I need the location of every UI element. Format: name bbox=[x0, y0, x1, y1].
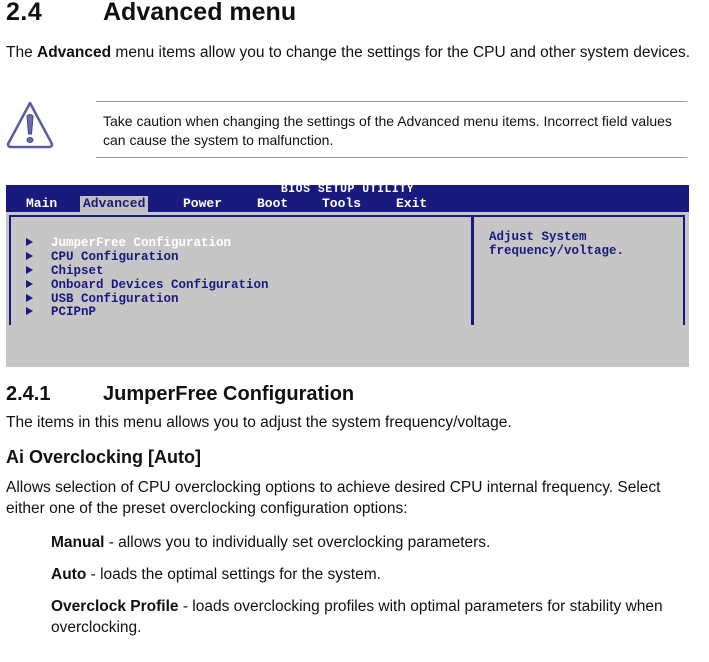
section-number: 2.4 bbox=[6, 0, 43, 26]
option-name: Auto bbox=[51, 566, 87, 583]
submenu-arrow-icon bbox=[26, 252, 33, 260]
subsection-title: JumperFree Configuration bbox=[103, 383, 355, 405]
intro-pre: The bbox=[6, 44, 38, 61]
bios-item-label: CPU Configuration bbox=[51, 250, 179, 264]
submenu-arrow-icon bbox=[26, 280, 33, 288]
option-overclock-profile bbox=[51, 596, 691, 638]
option-name: Manual bbox=[51, 534, 105, 551]
bios-item-chipset[interactable] bbox=[26, 264, 104, 278]
bios-torn-edge bbox=[6, 325, 689, 367]
option-text: - allows you to individually set overclocking parameters. bbox=[104, 534, 491, 551]
bios-menu-power[interactable]: Power bbox=[183, 196, 223, 211]
bios-item-label: Onboard Devices Configuration bbox=[51, 278, 269, 292]
option-name: Overclock Profile bbox=[51, 598, 179, 615]
bios-title: BIOS SETUP UTILITY bbox=[280, 183, 415, 196]
section-intro bbox=[6, 42, 696, 63]
bios-help-text: Adjust System frequency/voltage. bbox=[489, 230, 625, 258]
bios-item-label: USB Configuration bbox=[51, 292, 179, 306]
submenu-arrow-icon bbox=[26, 307, 33, 315]
intro-bold: Advanced bbox=[37, 44, 112, 61]
item-desc: Allows selection of CPU overclocking options to achieve desired CPU internal frequency. Select either one of the preset overclocking configuration options: bbox=[6, 479, 661, 517]
submenu-arrow-icon bbox=[26, 266, 33, 274]
bios-menu-tools[interactable]: Tools bbox=[322, 196, 362, 211]
option-auto bbox=[51, 564, 691, 585]
caution-rule-top bbox=[96, 101, 687, 102]
submenu-arrow-icon bbox=[26, 238, 33, 246]
subsection-desc: The items in this menu allows you to adjust the system frequency/voltage. bbox=[6, 414, 512, 431]
item-title: Ai Overclocking [Auto] bbox=[6, 447, 202, 467]
bios-item-label: JumperFree Configuration bbox=[51, 236, 232, 250]
bios-menu-bar bbox=[6, 185, 689, 212]
option-text: - loads the optimal settings for the system. bbox=[86, 566, 381, 583]
submenu-arrow-icon bbox=[26, 294, 33, 302]
bios-item-jumperfree[interactable] bbox=[26, 236, 231, 250]
caution-text: Take caution when changing the settings of the Advanced menu items. Incorrect field values can cause the system to malfunction. bbox=[103, 113, 672, 148]
bios-menu-advanced[interactable]: Advanced bbox=[80, 196, 148, 212]
caution-rule-bottom bbox=[96, 157, 687, 158]
bios-menu-boot[interactable]: Boot bbox=[257, 196, 289, 211]
bios-screenshot bbox=[6, 185, 689, 367]
bios-item-label: Chipset bbox=[51, 264, 104, 278]
bios-item-usb[interactable] bbox=[26, 292, 179, 306]
bios-menu-main[interactable]: Main bbox=[26, 196, 58, 211]
caution-triangle-icon bbox=[5, 100, 55, 150]
bios-item-onboard[interactable] bbox=[26, 278, 269, 292]
subsection-number: 2.4.1 bbox=[6, 383, 51, 405]
bios-menu-exit[interactable]: Exit bbox=[396, 196, 428, 211]
intro-post: menu items allow you to change the settings for the CPU and other system devices. bbox=[111, 44, 691, 61]
section-title: Advanced menu bbox=[103, 0, 297, 26]
bios-item-cpu[interactable] bbox=[26, 250, 179, 264]
bios-item-pcipnp[interactable] bbox=[26, 305, 96, 319]
option-text: - loads overclocking profiles with optimal parameters for stability when overclocking. bbox=[51, 598, 663, 636]
bios-item-label: PCIPnP bbox=[51, 305, 97, 319]
option-manual bbox=[51, 532, 691, 553]
